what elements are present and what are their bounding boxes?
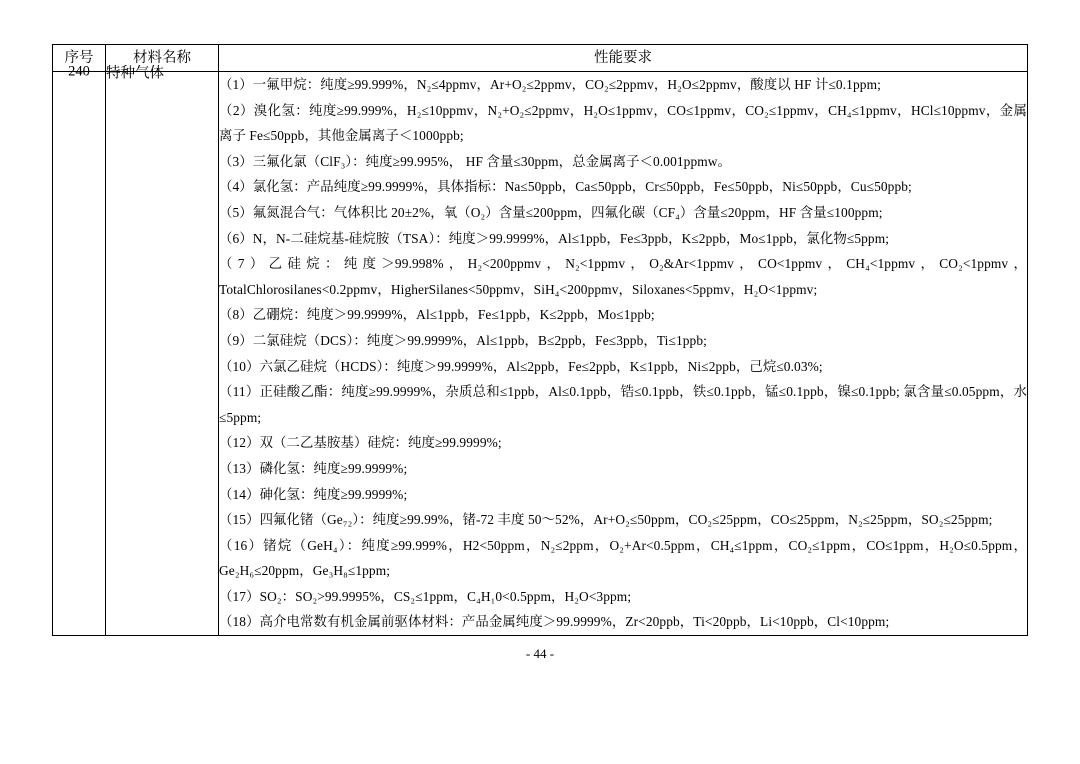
requirement-item: （14）砷化氢：纯度≥99.9999%; <box>219 486 408 502</box>
requirement-item: （7）乙硅烷：纯度＞99.998%，H₂<200ppmv，N₂<1ppmv，O₂&Ar<1ppmv，CO<1ppmv，CH₄<1ppmv，CO₂<1ppmv，TotalChlorosilanes<0.2ppmv，HigherSilanes<50ppmv，SiH₄<200ppmv，Siloxanes<5ppmv，H₂O<1ppmv; <box>219 256 1027 297</box>
requirement-item: （4）氯化氢：产品纯度≥99.9999%，具体指标：Na≤50ppb，Ca≤50ppb，Cr≤50ppb，Fe≤50ppb，Ni≤50ppb，Cu≤50ppb; <box>219 179 912 195</box>
requirement-item: （2）溴化氢：纯度≥99.999%，H₂≤10ppmv，N₂+O₂≤2ppmv，H₂O≤1ppmv，CO≤1ppmv，CO₂≤1ppmv，CH₄≤1ppmv，HCl≤10ppmv，金属离子 Fe≤50ppb，其他金属离子＜1000ppb; <box>219 102 1027 144</box>
row-number-value: 240 <box>68 63 90 80</box>
requirement-item: （10）六氯乙硅烷（HCDS）：纯度＞99.9999%，Al≤2ppb，Fe≤2ppb，K≤1ppb，Ni≤2ppb，己烷≤0.03%; <box>219 358 823 374</box>
requirement-item: （5）氟氮混合气：气体积比 20±2%，氧（O₂）含量≤200ppm，四氟化碳（CF₄）含量≤20ppm，HF 含量≤100ppm; <box>219 204 883 220</box>
cell-row-number <box>53 63 106 636</box>
requirement-item: （18）高介电常数有机金属前驱体材料：产品金属纯度＞99.9999%，Zr<20ppb，Ti<20ppb，Li<10ppb，Cl<10ppm; <box>219 614 890 630</box>
requirement-item: （13）磷化氢：纯度≥99.9999%; <box>219 460 408 476</box>
requirement-item: （6）N，N-二硅烷基-硅烷胺（TSA）：纯度＞99.9999%，Al≤1ppb，Fe≤3ppb，K≤2ppb，Mo≤1ppb，氯化物≤5ppm; <box>219 230 890 246</box>
specification-table <box>52 44 1028 636</box>
requirement-item: （15）四氟化锗（Ge₇₂）：纯度≥99.99%，锗-72 丰度 50～52%，Ar+O₂≤50ppm，CO₂≤25ppm，CO≤25ppm，N₂≤25ppm，SO₂≤25ppm; <box>219 512 993 528</box>
table-body <box>53 63 1028 636</box>
cell-material-name <box>106 65 219 636</box>
requirement-item: （17）SO₂：SO₂>99.9995%，CS₂≤1ppm，C₄H₁0<0.5ppm，H₂O<3ppm; <box>219 588 632 604</box>
requirement-item: （1）一氟甲烷：纯度≥99.999%，N₂≤4ppmv，Ar+O₂≤2ppmv，CO₂≤2ppmv，H₂O≤2ppmv，酸度以 HF 计≤0.1ppm; <box>219 77 881 92</box>
column-header-performance-requirement: 性能要求 <box>219 45 1028 72</box>
column-header-no: 序号 <box>53 45 106 72</box>
table-row <box>53 72 1028 636</box>
requirement-item: （8）乙硼烷：纯度＞99.9999%，Al≤1ppb，Fe≤1ppb，K≤2ppb，Mo≤1ppb; <box>219 307 655 323</box>
requirement-item: （9）二氯硅烷（DCS）：纯度＞99.9999%，Al≤1ppb，B≤2ppb，Fe≤3ppb，Ti≤1ppb; <box>219 332 707 348</box>
column-header-material-name: 材料名称 <box>106 45 219 72</box>
requirement-item: （11）正硅酸乙酯：纯度≥99.9999%，杂质总和≤1ppb，Al≤0.1ppb，锆≤0.1ppb，铁≤0.1ppb，锰≤0.1ppb，镍≤0.1ppb; 氯含量≤0.05ppm，水≤5ppm; <box>219 384 1027 425</box>
material-name-value: 特种气体 <box>106 65 164 82</box>
requirement-item: （12）双（二乙基胺基）硅烷：纯度≥99.9999%; <box>219 435 502 451</box>
page-footer: - 44 - <box>525 646 555 662</box>
requirement-item: （3）三氟化氯（ClF₃）：纯度≥99.995%， HF 含量≤30ppm，总金属离子＜0.001ppmw。 <box>219 153 732 169</box>
cell-performance-requirements <box>219 72 1028 636</box>
requirement-item: （16）锗烷（GeH₄）：纯度≥99.999%，H2<50ppm，N₂≤2ppm，O₂+Ar<0.5ppm，CH₄≤1ppm，CO₂≤1ppm，CO≤1ppm，H₂O≤0.5ppm，Ge₂H₆≤20ppm，Ge₃H₈≤1ppm; <box>219 537 1027 579</box>
